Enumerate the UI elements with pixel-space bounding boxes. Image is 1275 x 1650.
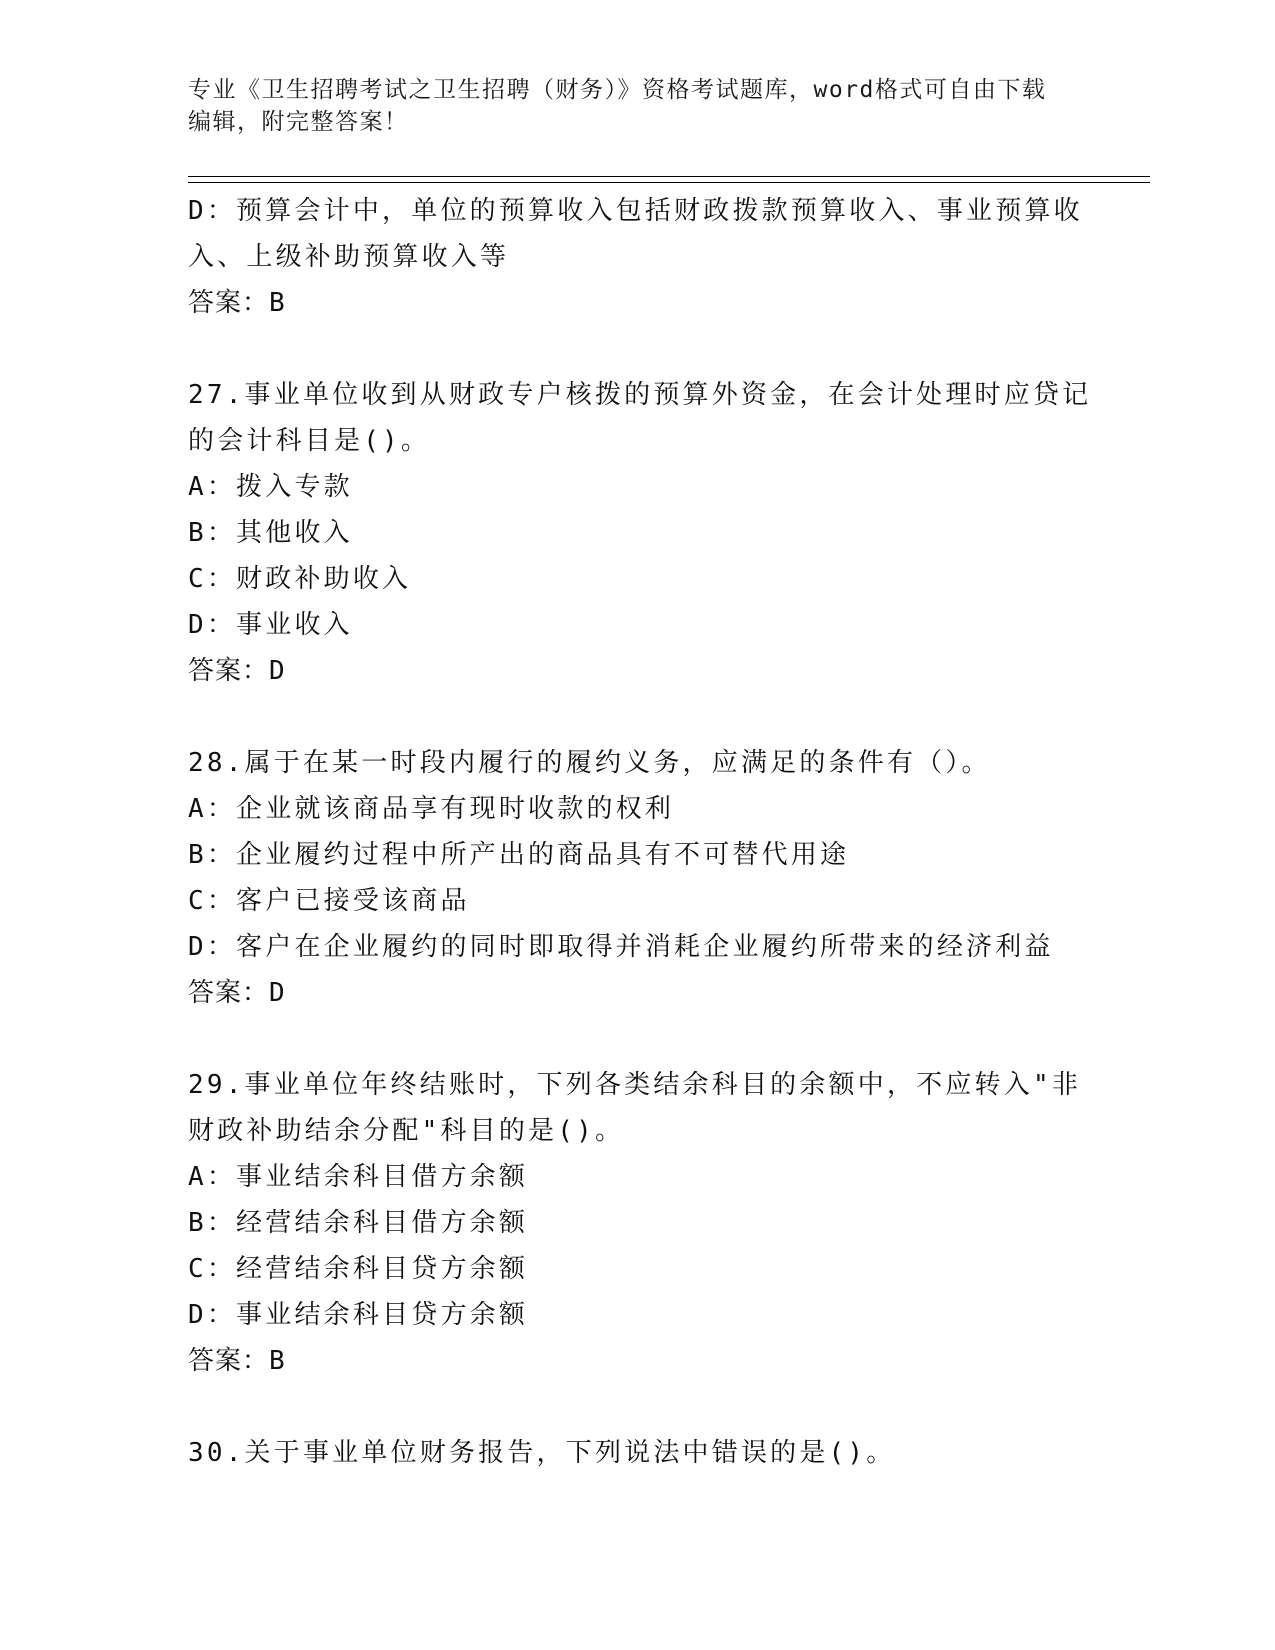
header-line-2: 编辑，附完整答案！ [188,109,409,135]
option-d: D：事业收入 [188,610,353,640]
option-d-continued: 入、上级补助预算收入等 [188,242,510,272]
question-stem: 27.事业单位收到从财政专户核拨的预算外资金，在会计处理时应贷记 [188,380,1092,410]
question-28 [188,740,1088,1016]
answer: 答案：D [188,978,286,1008]
option-b: B：企业履约过程中所产出的商品具有不可替代用途 [188,840,850,870]
option-c: C：经营结余科目贷方余额 [188,1254,529,1284]
question-29 [188,1062,1088,1384]
question-27 [188,372,1092,694]
answer: 答案：D [188,656,286,686]
question-30 [188,1430,1088,1476]
option-d: D：事业结余科目贷方余额 [188,1300,529,1330]
option-a: A：事业结余科目借方余额 [188,1162,529,1192]
option-a: A：拨入专款 [188,472,353,502]
answer: 答案：B [188,1346,286,1376]
option-d: D：客户在企业履约的同时即取得并消耗企业履约所带来的经济利益 [188,932,1054,962]
header-rule-top [188,176,1150,177]
option-b: B：经营结余科目借方余额 [188,1208,529,1238]
option-b: B：其他收入 [188,518,353,548]
option-a: A：企业就该商品享有现时收款的权利 [188,794,675,824]
question-stem: 29.事业单位年终结账时，下列各类结余科目的余额中，不应转入"非 [188,1070,1082,1100]
option-d: D：预算会计中，单位的预算收入包括财政拨款预算收入、事业预算收 [188,196,1083,226]
question-stem-continued: 的会计科目是()。 [188,426,431,456]
document-body [188,188,1092,1522]
answer: 答案：B [188,288,286,318]
question-stem: 28.属于在某一时段内履行的履约义务，应满足的条件有（）。 [188,748,991,778]
document-header [188,74,1068,138]
question-stem: 30.关于事业单位财务报告，下列说法中错误的是()。 [188,1438,896,1468]
question-26-continued [188,188,1088,326]
header-line-1: 专业《卫生招聘考试之卫生招聘（财务）》资格考试题库，word格式可自由下载 [188,77,1047,103]
question-stem-continued: 财政补助结余分配"科目的是()。 [188,1116,625,1146]
option-c: C：客户已接受该商品 [188,886,470,916]
header-rule-bottom [188,182,1150,183]
option-c: C：财政补助收入 [188,564,412,594]
